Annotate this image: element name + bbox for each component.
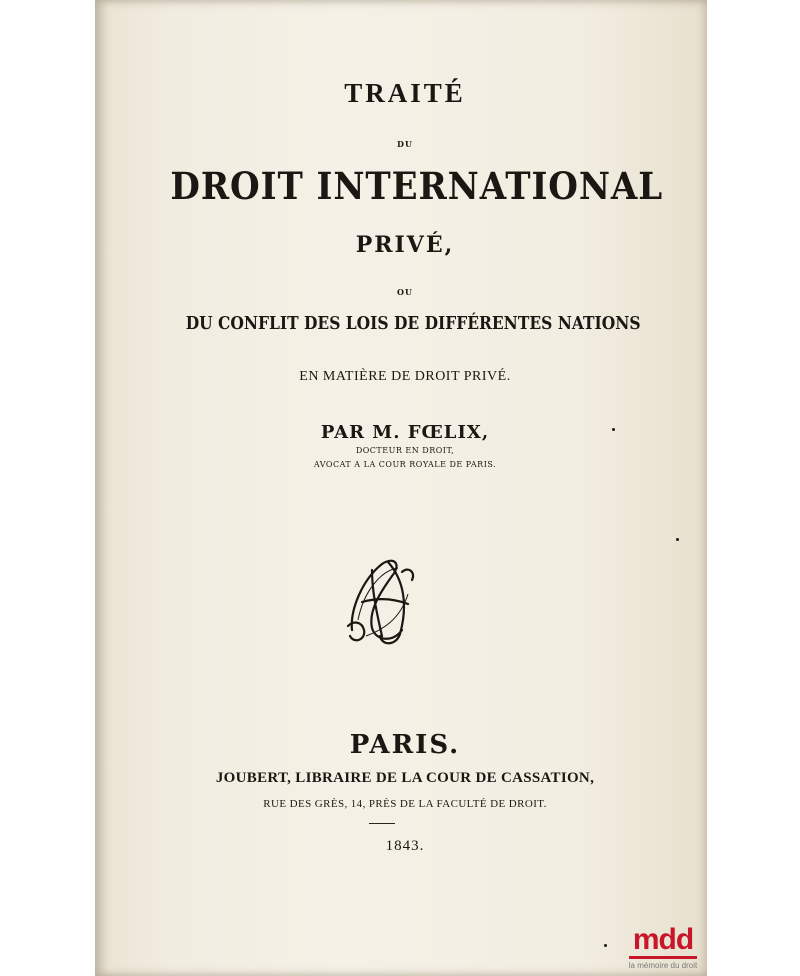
monogram-emblem (342, 550, 422, 650)
watermark-logo (625, 925, 701, 976)
publisher-address: RUE DES GRÈS, 14, PRÈS DE LA FACULTÉ DE DROIT. (263, 798, 547, 810)
publication-city: PARIS. (349, 730, 461, 760)
ink-speck (676, 538, 679, 541)
title-traite: TRAITÉ (344, 78, 466, 108)
divider-rule (369, 823, 395, 824)
main-title: DROIT INTERNATIONAL (170, 164, 664, 208)
publisher-name: JOUBERT, LIBRAIRE DE LA COUR DE CASSATION, (215, 770, 595, 786)
author-credential: DOCTEUR EN DROIT, (355, 446, 455, 455)
ink-speck (612, 428, 615, 431)
title-connector-du: DU (397, 139, 413, 149)
title-connector-ou: OU (397, 287, 413, 297)
author-position: AVOCAT A LA COUR ROYALE DE PARIS. (313, 460, 497, 469)
subtitle-continued: EN MATIÈRE DE DROIT PRIVÉ. (299, 369, 511, 384)
ink-speck (604, 944, 607, 947)
author-name: PAR M. FŒLIX, (320, 422, 490, 443)
subtitle: DU CONFLIT DES LOIS DE DIFFÉRENTES NATIONS (185, 313, 641, 334)
publication-year: 1843. (385, 838, 425, 854)
logo-tagline: la mémoire du droit (628, 961, 698, 970)
logo-mark: mdd (632, 923, 694, 956)
main-title-continued: PRIVÉ, (355, 232, 455, 258)
logo-underline (629, 956, 697, 959)
